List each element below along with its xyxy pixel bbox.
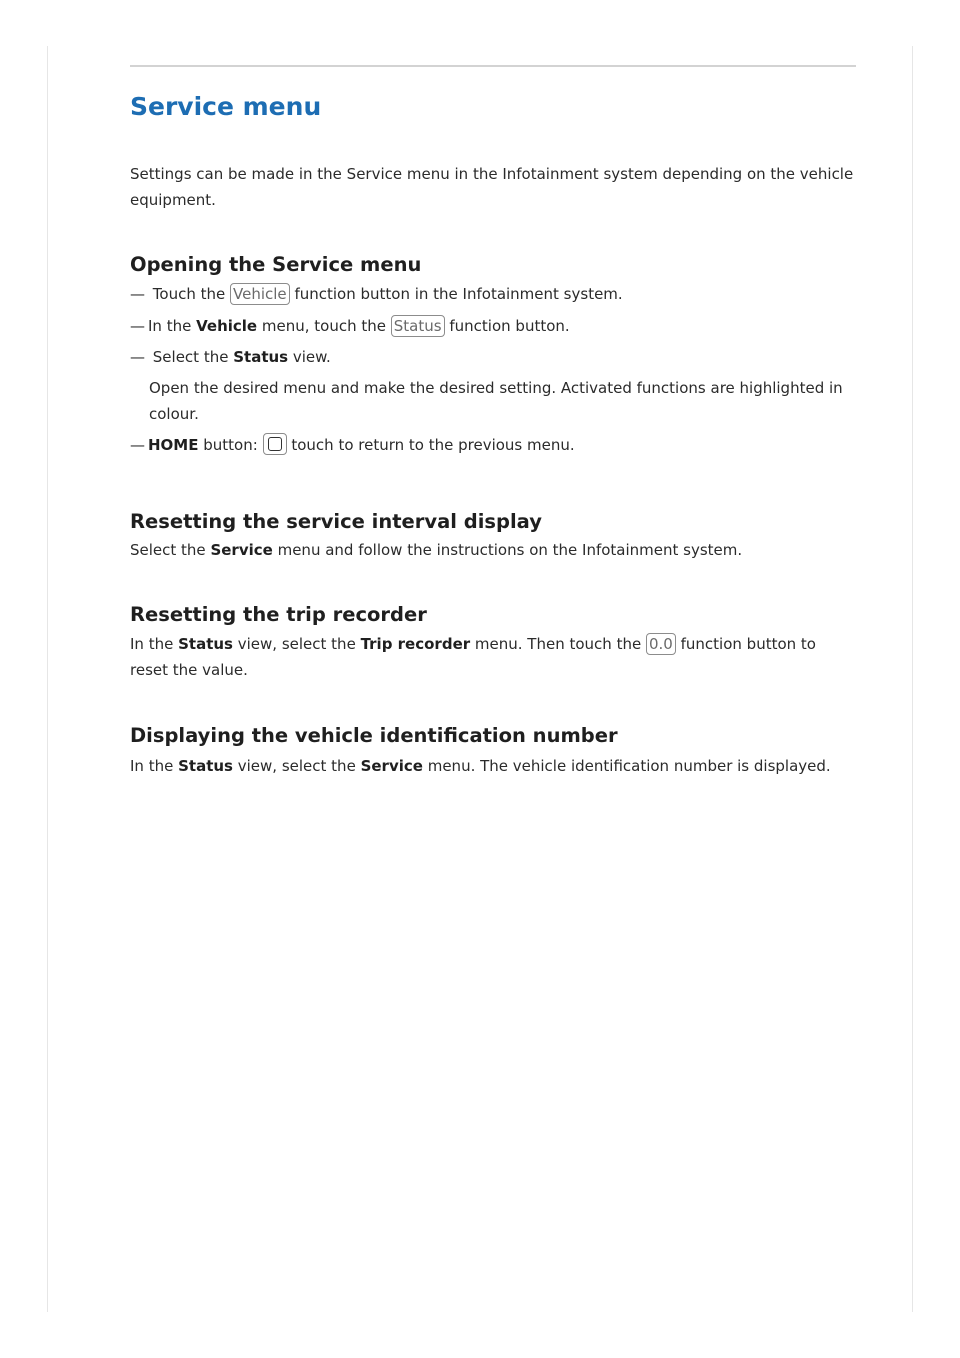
bold-term: HOME	[148, 436, 199, 454]
step-text: In the	[148, 317, 192, 335]
step-touch-status	[130, 313, 570, 339]
reset-trip-paragraph	[130, 631, 856, 683]
step-text: button:	[203, 436, 258, 454]
paragraph-text: In the	[130, 635, 174, 653]
heading-reset-trip-recorder: Resetting the trip recorder	[130, 603, 427, 626]
step-text: function button.	[449, 317, 570, 335]
bold-term: Service	[210, 541, 273, 559]
step-text: menu, touch the	[261, 317, 386, 335]
step-note: Open the desired menu and make the desired setting. Activated functions are highlighted in colour.	[149, 379, 843, 423]
step-touch-vehicle	[130, 281, 623, 307]
heading-opening-service-menu: Opening the Service menu	[130, 253, 422, 276]
header-divider	[130, 65, 856, 67]
step-select-status	[130, 344, 331, 370]
step-text: view.	[292, 348, 331, 366]
bold-term: Service	[360, 757, 423, 775]
step-dash: —	[130, 285, 145, 303]
bold-term: Trip recorder	[360, 635, 471, 653]
bold-term: Status	[178, 635, 233, 653]
reset-service-paragraph	[130, 537, 742, 563]
left-margin-rule	[47, 46, 48, 1312]
home-key	[263, 433, 287, 455]
bold-term: Vehicle	[196, 317, 258, 335]
paragraph-text: view, select the	[237, 635, 356, 653]
paragraph-text: In the	[130, 757, 174, 775]
step-text: touch to return to the previous menu.	[291, 436, 575, 454]
paragraph-text: menu. Then touch the	[474, 635, 642, 653]
heading-reset-service-interval: Resetting the service interval display	[130, 510, 542, 533]
reset-0-0-function-button: 0.0	[646, 633, 676, 655]
page-title: Service menu	[130, 92, 322, 121]
home-icon	[268, 437, 282, 451]
step-home-button	[130, 432, 575, 458]
step-dash: —	[130, 317, 145, 335]
vin-paragraph	[130, 753, 831, 779]
status-function-button: Status	[391, 315, 445, 337]
step-dash: —	[130, 348, 145, 366]
step-text: Touch the	[152, 285, 226, 303]
paragraph-text: Select the	[130, 541, 206, 559]
intro-paragraph: Settings can be made in the Service menu in the Infotainment system depending on the vehicle equipment.	[130, 165, 854, 209]
bold-term: Status	[233, 348, 289, 366]
paragraph-text: menu and follow the instructions on the Infotainment system.	[277, 541, 743, 559]
paragraph-text: menu. The vehicle identification number is displayed.	[427, 757, 831, 775]
right-margin-rule	[912, 46, 913, 1312]
paragraph-text: view, select the	[237, 757, 356, 775]
bold-term: Status	[178, 757, 233, 775]
paragraph-text: function button to reset the value.	[130, 635, 816, 679]
heading-display-vin: Displaying the vehicle identification number	[130, 724, 618, 747]
step-text: function button in the Infotainment system.	[294, 285, 623, 303]
vehicle-function-button: Vehicle	[230, 283, 290, 305]
step-text: Select the	[152, 348, 229, 366]
step-dash: —	[130, 436, 145, 454]
